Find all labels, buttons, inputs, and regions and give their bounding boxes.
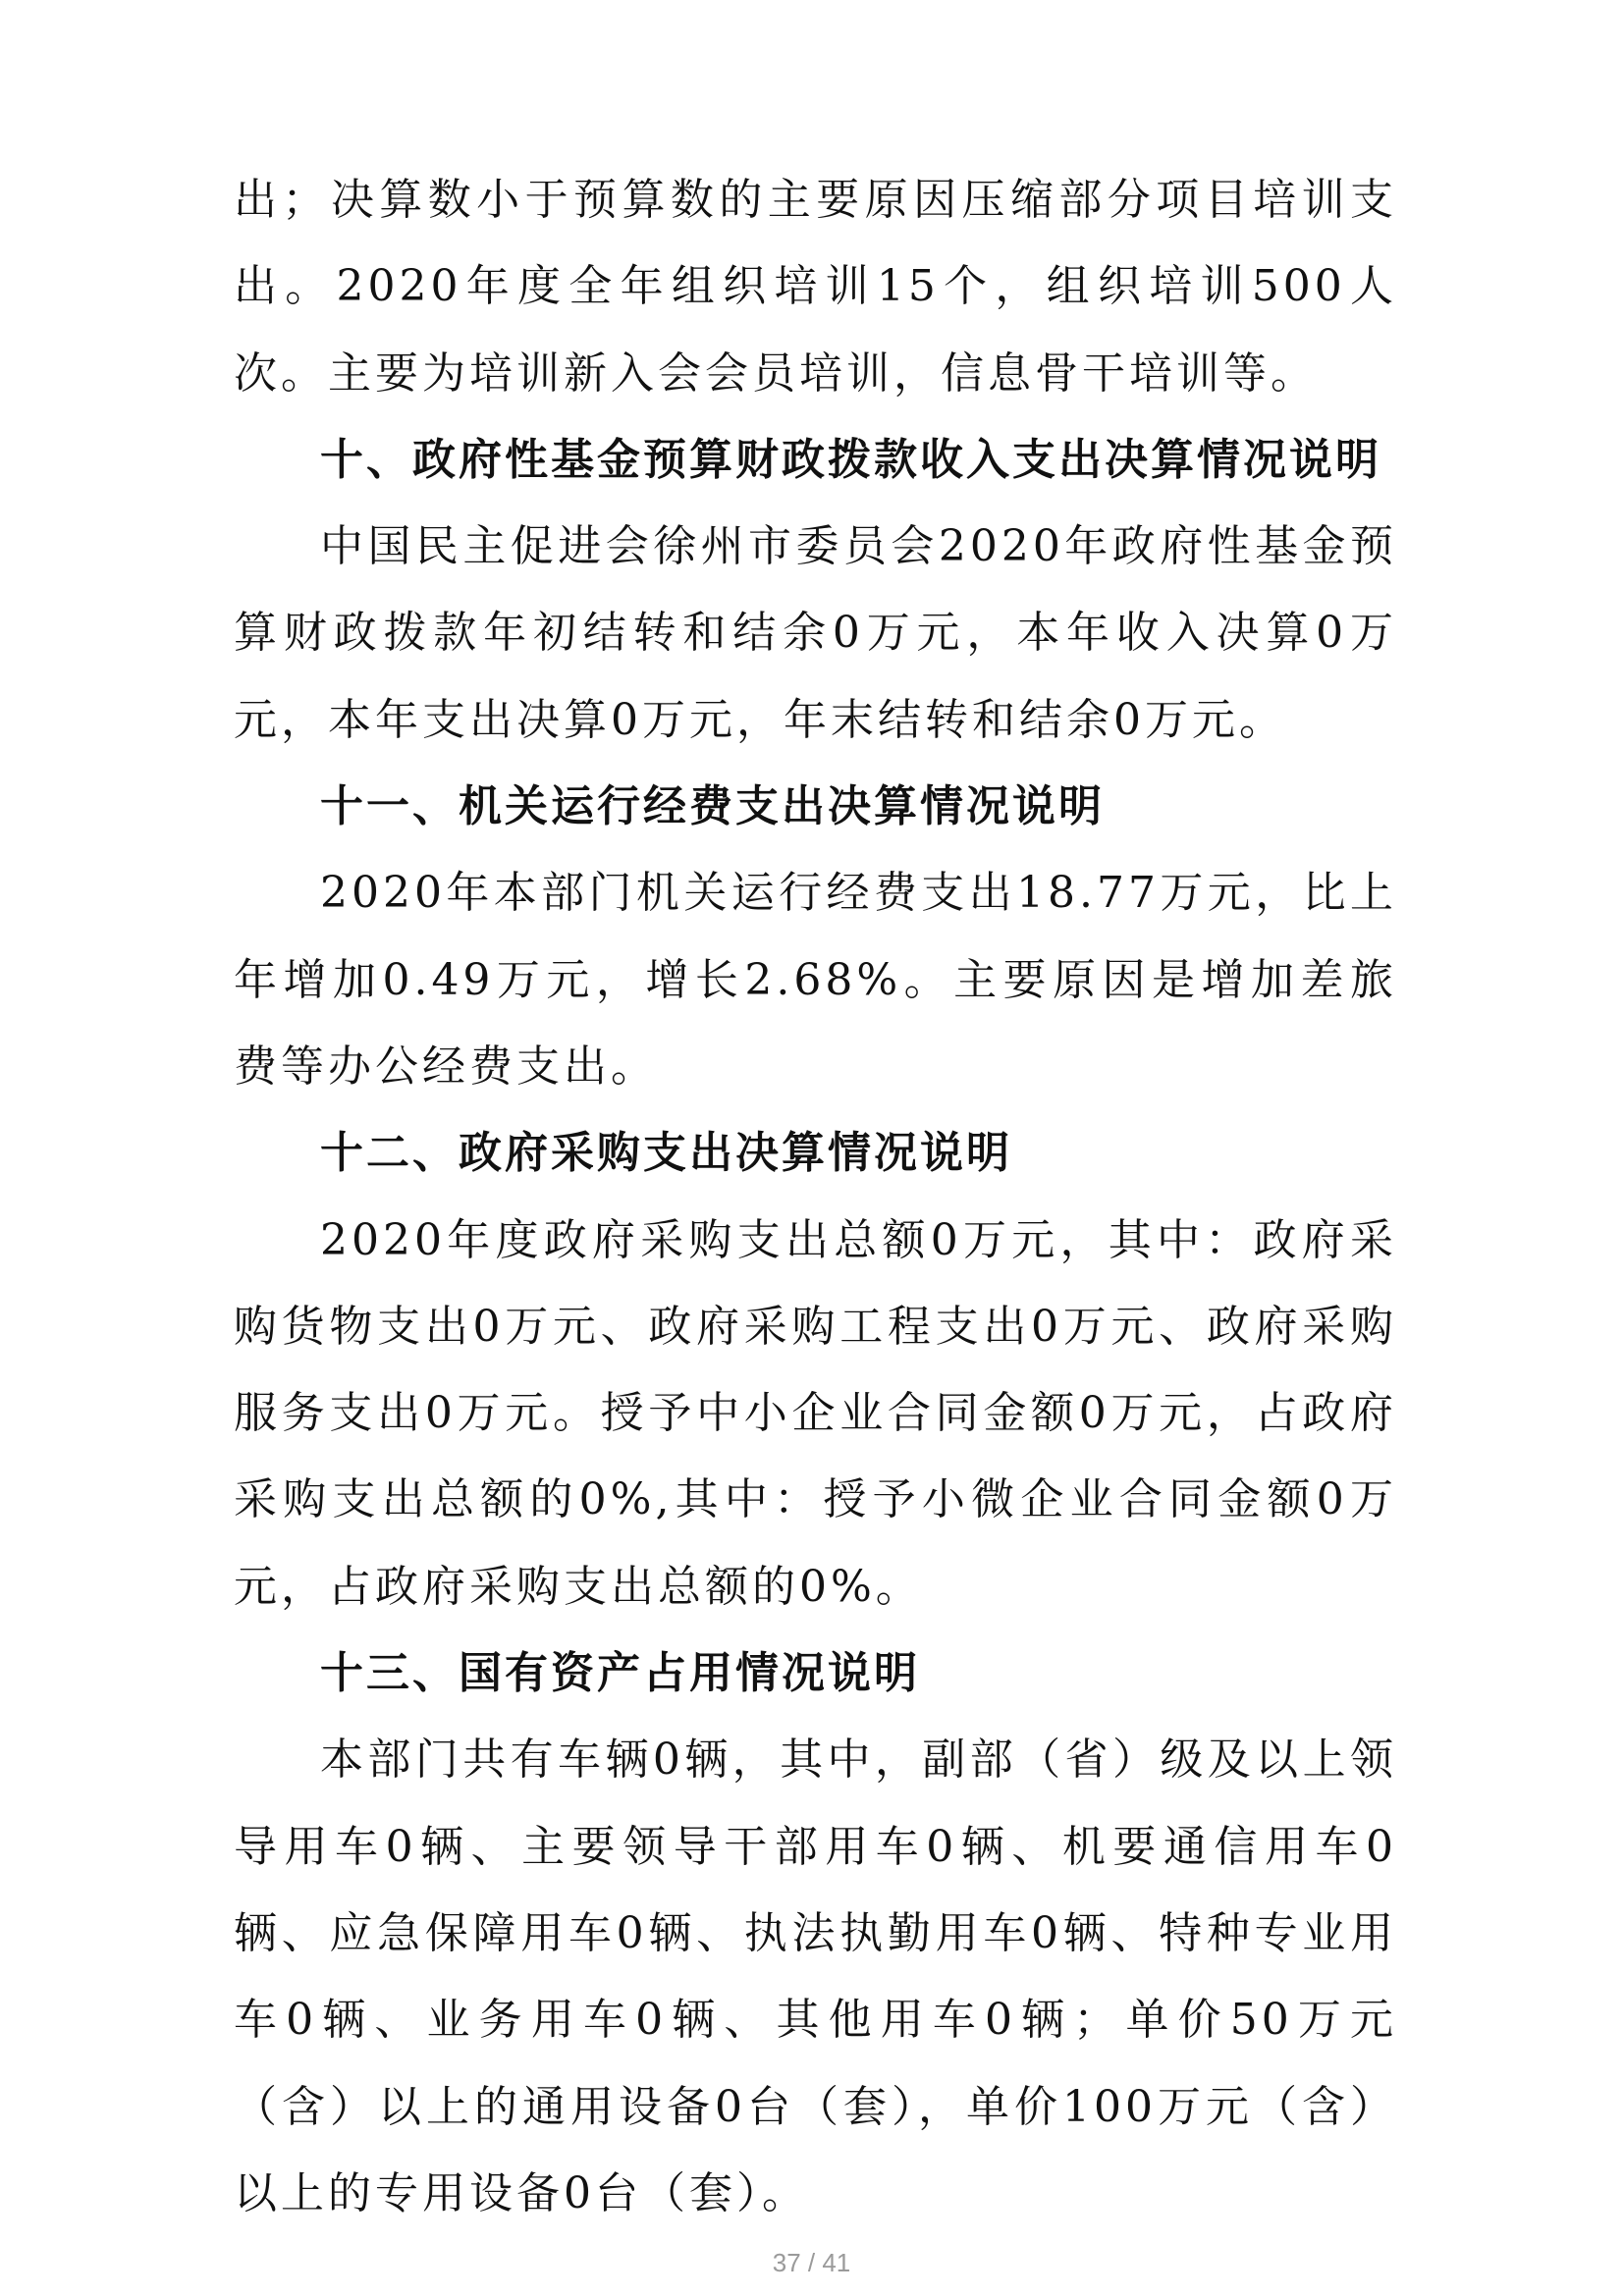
document-body <box>234 157 1397 2237</box>
heading-section-13: 十三、国有资产占用情况说明 <box>320 1648 920 1699</box>
heading-section-11: 十一、机关运行经费支出决算情况说明 <box>320 781 1105 832</box>
paragraph-procurement: 2020年度政府采购支出总额0万元，其中：政府采购货物支出0万元、政府采购工程支出0万元、政府采购服务支出0万元。授予中小企业合同金额0万元，占政府采购支出总额的0%,其中：授予小微企业合同金额0万元，占政府采购支出总额的0%。 <box>234 1214 1398 1612</box>
paragraph-state-assets: 本部门共有车辆0辆，其中，副部（省）级及以上领导用车0辆、主要领导干部用车0辆、机要通信用车0辆、应急保障用车0辆、执法执勤用车0辆、特种专业用车0辆、业务用车0辆、其他用车0辆；单价50万元（含）以上的通用设备0台（套），单价100万元（含）以上的专用设备0台（套）。 <box>234 1735 1397 2218</box>
paragraph-government-fund: 中国民主促进会徐州市委员会2020年政府性基金预算财政拨款年初结转和结余0万元，本年收入决算0万元，本年支出决算0万元，年末结转和结余0万元。 <box>234 521 1397 745</box>
page-indicator: 37 / 41 <box>772 2248 851 2277</box>
paragraph-operating-expenses: 2020年本部门机关运行经费支出18.77万元，比上年增加0.49万元，增长2.68%。主要原因是增加差旅费等办公经费支出。 <box>234 868 1397 1092</box>
heading-section-12: 十二、政府采购支出决算情况说明 <box>320 1128 1012 1179</box>
heading-section-10: 十、政府性基金预算财政拨款收入支出决算情况说明 <box>320 434 1381 485</box>
paragraph-training-continuation: 出；决算数小于预算数的主要原因压缩部分项目培训支出。2020年度全年组织培训15个，组织培训500人次。主要为培训新入会会员培训，信息骨干培训等。 <box>234 175 1397 399</box>
